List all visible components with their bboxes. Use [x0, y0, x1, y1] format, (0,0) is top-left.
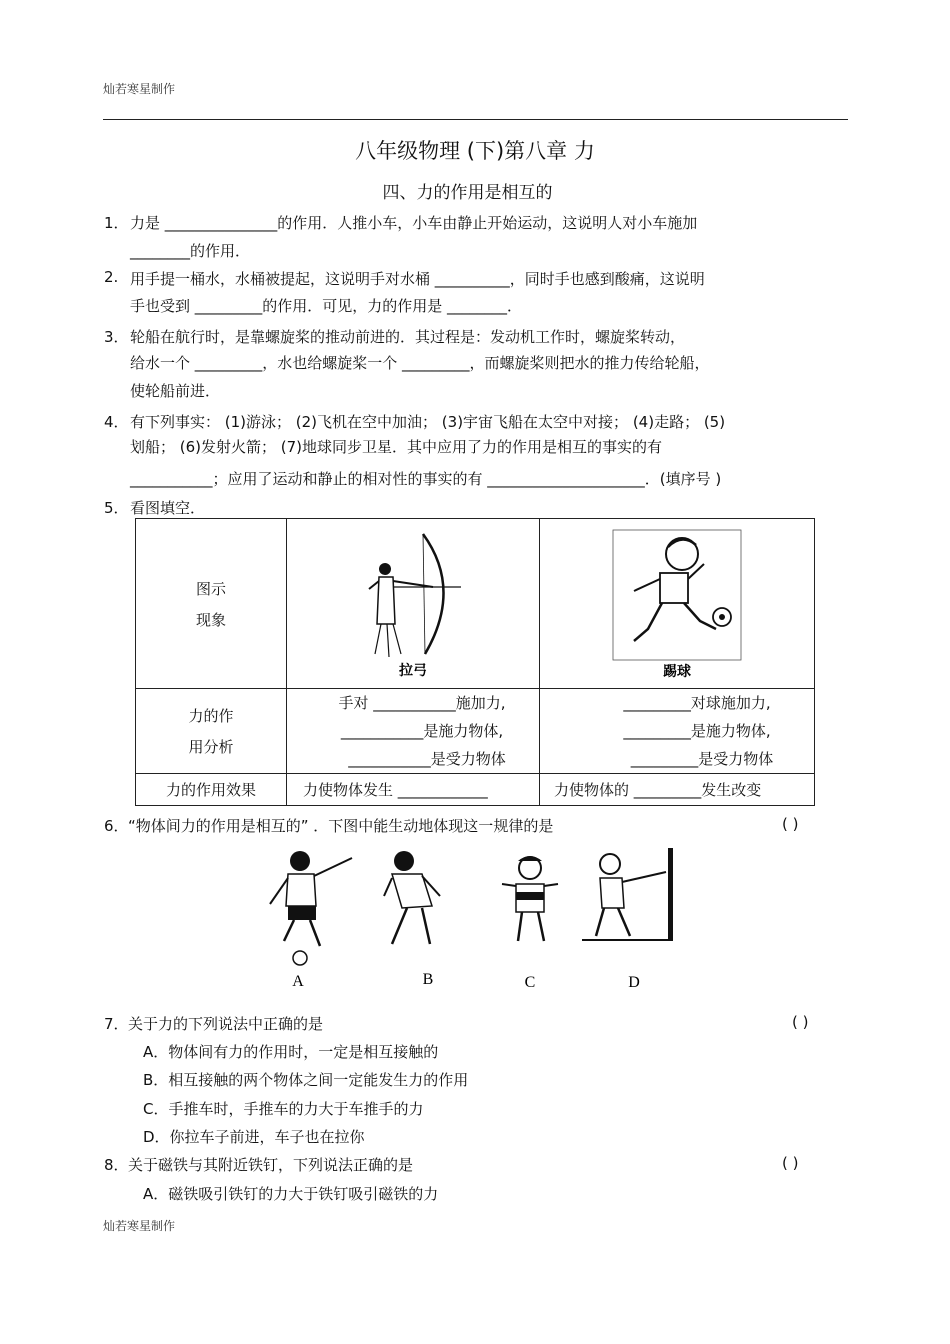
- figure-b: [384, 851, 440, 944]
- q1-number: 1．: [104, 214, 129, 232]
- label-analysis-a: 力的作: [188, 707, 234, 725]
- q4-line3: ___________；应用了运动和静止的相对性的事实的有 _____________________．(填序号 ): [130, 470, 722, 488]
- q2-number: 2.: [104, 268, 119, 286]
- q4-line2: 划船； (6)发射火箭； (7)地球同步卫星．其中应用了力的作用是相互的事实的有: [130, 438, 663, 456]
- q7-option-a: A．物体间有力的作用时，一定是相互接触的: [143, 1043, 439, 1061]
- kicker-cell: [540, 519, 815, 689]
- q6-figure: [262, 846, 687, 994]
- ball-line1: _________对球施加力,: [623, 694, 771, 712]
- page-subtitle: 四、力的作用是相互的: [382, 183, 553, 203]
- figure-a: [270, 851, 352, 965]
- caption-kick: 踢球: [663, 663, 691, 679]
- q7-option-c: C．手推车时，手推车的力大于车推手的力: [143, 1100, 424, 1118]
- bow-line2: ___________是施力物体,: [340, 722, 504, 740]
- q5-number: 5．: [104, 499, 129, 517]
- q2-line2: 手也受到 _________的作用．可见，力的作用是 ________．: [130, 297, 523, 315]
- row-label-phenomenon: [136, 519, 287, 689]
- ball-effect: 力使物体的 _________发生改变: [540, 774, 815, 806]
- bow-analysis-cell: [287, 689, 540, 774]
- q3-number: 3．: [104, 328, 129, 346]
- q7-option-b: B．相互接触的两个物体之间一定能发生力的作用: [143, 1071, 469, 1089]
- label-analysis-b: 用分析: [188, 738, 234, 756]
- label-diagram: 图示: [195, 579, 226, 598]
- ball-analysis-cell: [540, 689, 815, 774]
- label-d: D: [628, 974, 640, 991]
- label-phenomenon: 现象: [195, 610, 226, 629]
- q6-answer-paren: ( ): [782, 815, 799, 833]
- label-b: B: [422, 971, 434, 988]
- archer-illustration: [363, 529, 463, 679]
- q2-line1: 用手提一桶水，水桶被提起，这说明手对水桶 __________，同时手也感到酸痛，这说明: [130, 270, 705, 288]
- bow-line3: ___________是受力物体: [348, 750, 506, 768]
- bow-effect: 力使物体发生 ____________: [287, 774, 540, 806]
- q7-text: 关于力的下列说法中正确的是: [128, 1015, 324, 1033]
- page-title: 八年级物理 (下)第八章 力: [355, 139, 595, 163]
- q6-number: 6．: [104, 817, 129, 835]
- ball-line2: _________是施力物体,: [623, 722, 771, 740]
- kicker-illustration: [612, 529, 742, 679]
- q3-line3: 使轮船前进．: [130, 382, 221, 400]
- q7-number: 7．: [104, 1015, 129, 1033]
- archer-cell: [287, 519, 540, 689]
- bow-line1: 手对 ___________施加力,: [338, 694, 506, 712]
- q6-text: “物体间力的作用是相互的” ．下图中能生动地体现这一规律的是: [128, 817, 554, 835]
- figure-c: [502, 856, 558, 941]
- figure-d: [582, 848, 673, 940]
- label-a: A: [292, 973, 304, 990]
- row-label-analysis: [136, 689, 287, 774]
- header-text: 灿若寒星制作: [103, 82, 176, 96]
- q8-text: 关于磁铁与其附近铁钉，下列说法正确的是: [128, 1156, 414, 1174]
- q3-line1: 轮船在航行时，是靠螺旋桨的推动前进的．其过程是：发动机工作时，螺旋桨转动，: [130, 328, 686, 346]
- header-rule: [103, 119, 848, 120]
- row-label-effect: 力的作用效果: [136, 774, 287, 806]
- q4-number: 4．: [104, 413, 129, 431]
- label-c: C: [524, 974, 536, 991]
- footer-text: 灿若寒星制作: [103, 1219, 176, 1233]
- q8-number: 8．: [104, 1156, 129, 1174]
- q5-table: [135, 518, 815, 806]
- q8-answer-paren: ( ): [782, 1154, 799, 1172]
- caption-bow: 拉弓: [399, 662, 427, 679]
- q5-text: 看图填空．: [130, 499, 206, 517]
- q8-option-a: A．磁铁吸引铁钉的力大于铁钉吸引磁铁的力: [143, 1185, 439, 1203]
- q1-line1: 力是 _______________的作用．人推小车，小车由静止开始运动，这说明人对小车施加: [130, 214, 698, 232]
- q1-line2: ________的作用．: [130, 242, 251, 260]
- ball-line3: _________是受力物体: [630, 750, 774, 768]
- q3-line2: 给水一个 _________，水也给螺旋桨一个 _________，而螺旋桨则把水的推力传给轮船，: [130, 354, 710, 372]
- q7-option-d: D．你拉车子前进，车子也在拉你: [143, 1128, 365, 1146]
- q4-line1: 有下列事实： (1)游泳； (2)飞机在空中加油； (3)宇宙飞船在太空中对接； (4)走路； (5): [130, 413, 726, 431]
- q7-answer-paren: ( ): [792, 1013, 809, 1031]
